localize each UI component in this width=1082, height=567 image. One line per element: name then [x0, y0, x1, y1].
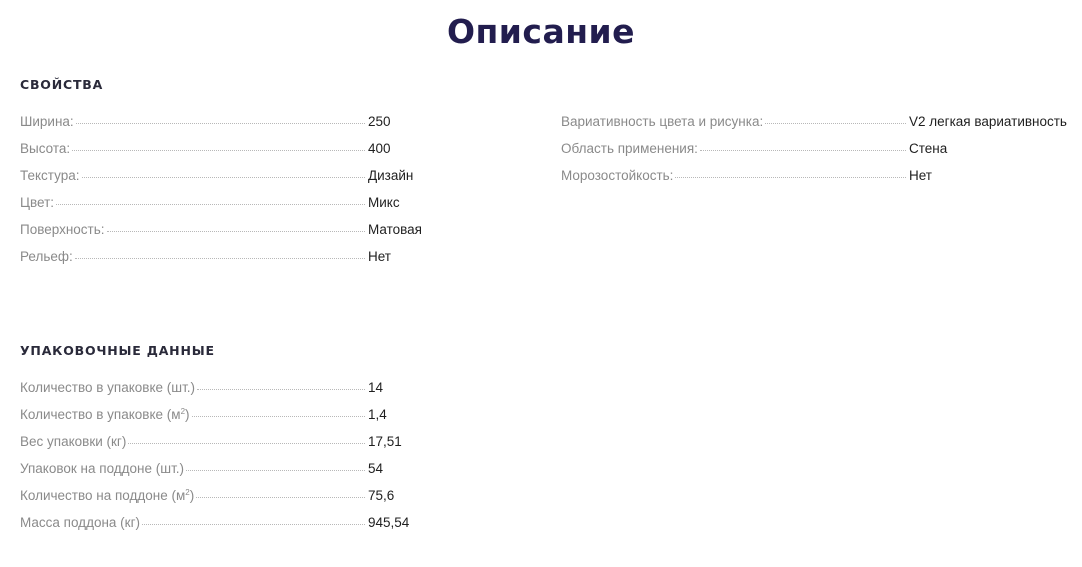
spec-label: Высота:: [20, 141, 71, 156]
dotted-leader: [72, 150, 365, 151]
dotted-leader: [76, 123, 365, 124]
packaging-list: [20, 374, 420, 536]
spec-value: Дизайн: [368, 168, 414, 183]
spec-value: 250: [368, 114, 391, 129]
spec-value: 17,51: [368, 434, 402, 449]
spec-label: Рельеф:: [20, 249, 73, 264]
spec-row-surface: [20, 216, 420, 243]
dotted-leader: [700, 150, 906, 151]
spec-label-text: Количество на поддоне (м: [20, 488, 186, 503]
superscript: 2: [185, 488, 190, 497]
dotted-leader: [142, 524, 365, 525]
spec-label: Текстура:: [20, 168, 80, 183]
spec-label: Количество в упаковке (шт.): [20, 380, 196, 395]
spec-row-height: [20, 135, 420, 162]
spec-row-pallet-weight: [20, 509, 420, 536]
superscript: 2: [180, 407, 186, 416]
spec-row-frost-resistance: [561, 162, 1065, 189]
spec-row-application-area: [561, 135, 1065, 162]
dotted-leader: [196, 497, 365, 498]
properties-heading: СВОЙСТВА: [20, 77, 104, 92]
spec-row-area-per-pallet: [20, 482, 420, 509]
spec-value: 54: [368, 461, 384, 476]
spec-value: 1,4: [368, 407, 387, 422]
spec-label: Поверхность:: [20, 222, 105, 237]
spec-row-packs-per-pallet: [20, 455, 420, 482]
spec-row-relief: [20, 243, 420, 270]
packaging-heading: УПАКОВОЧНЫЕ ДАННЫЕ: [20, 343, 215, 358]
dotted-leader: [192, 416, 365, 417]
spec-value: 400: [368, 141, 391, 156]
spec-row-pcs-per-pack: [20, 374, 420, 401]
spec-label: Вариативность цвета и рисунка:: [561, 114, 764, 129]
spec-row-color: [20, 189, 420, 216]
spec-label: Ширина:: [20, 114, 74, 129]
spec-row-texture: [20, 162, 420, 189]
page-title: Описание: [446, 12, 636, 51]
dotted-leader: [675, 177, 906, 178]
spec-label: [20, 482, 194, 509]
spec-value: V2 легкая вариативность: [909, 114, 1067, 129]
spec-label: Область применения:: [561, 141, 698, 156]
spec-value: Стена: [909, 141, 948, 156]
properties-left-list: [20, 108, 420, 270]
spec-label: [20, 401, 190, 428]
spec-value: 945,54: [368, 515, 410, 530]
dotted-leader: [107, 231, 365, 232]
dotted-leader: [56, 204, 365, 205]
spec-value: Матовая: [368, 222, 422, 237]
spec-row-width: [20, 108, 420, 135]
spec-label: Морозостойкость:: [561, 168, 674, 183]
dotted-leader: [75, 258, 365, 259]
spec-value: Микс: [368, 195, 400, 210]
spec-label: Масса поддона (кг): [20, 515, 140, 530]
dotted-leader: [197, 389, 365, 390]
spec-value: Нет: [909, 168, 932, 183]
spec-label-suffix: ): [185, 407, 190, 422]
spec-row-area-per-pack: [20, 401, 420, 428]
spec-label: Упаковок на поддоне (шт.): [20, 461, 185, 476]
spec-label: Вес упаковки (кг): [20, 434, 127, 449]
spec-value: Нет: [368, 249, 391, 264]
spec-label-text: Количество в упаковке (м: [20, 407, 181, 422]
spec-row-color-variation: [561, 108, 1065, 135]
spec-label: Цвет:: [20, 195, 55, 210]
properties-right-list: [561, 108, 1065, 189]
spec-row-pack-weight: [20, 428, 420, 455]
spec-value: 75,6: [368, 488, 395, 503]
dotted-leader: [765, 123, 906, 124]
dotted-leader: [82, 177, 365, 178]
dotted-leader: [186, 470, 365, 471]
spec-label-suffix: ): [189, 488, 195, 503]
dotted-leader: [128, 443, 365, 444]
spec-value: 14: [368, 380, 384, 395]
